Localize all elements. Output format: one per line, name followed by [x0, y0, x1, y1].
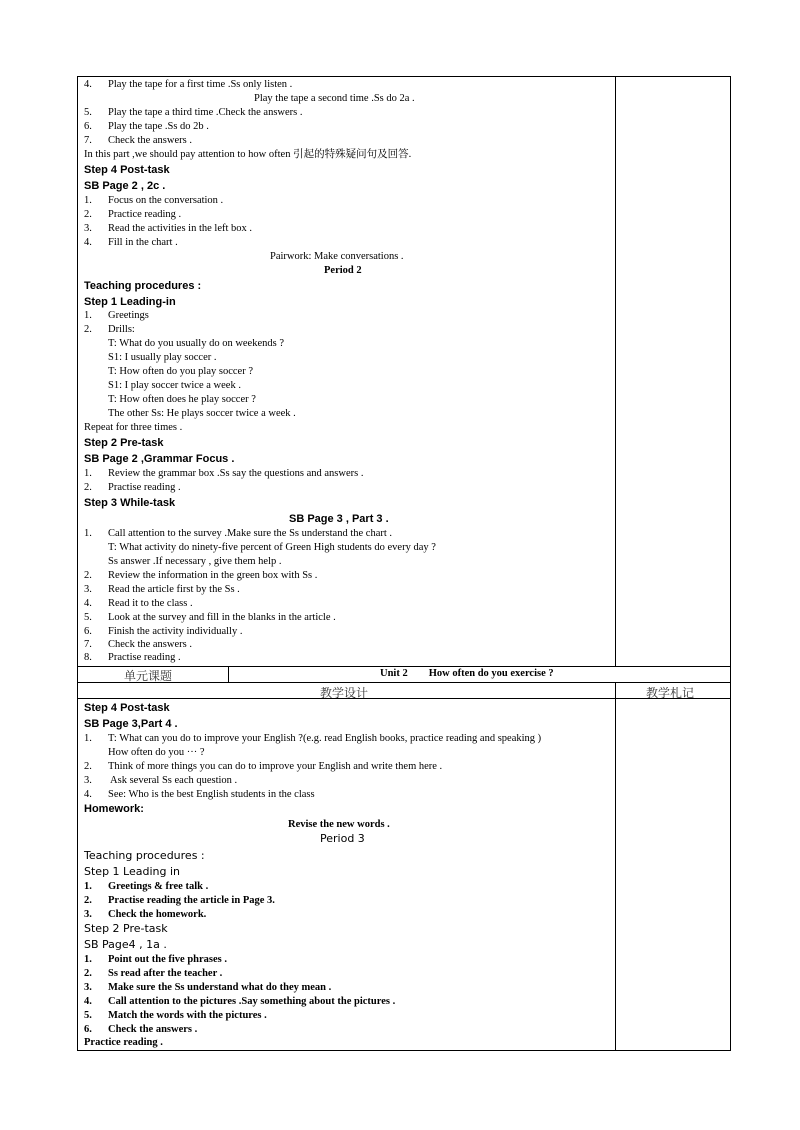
table-border-bottom: [77, 1050, 731, 1051]
step-heading: Step 2 Pre-task: [84, 922, 168, 935]
repeat-text: Repeat for three times .: [84, 422, 183, 433]
notes-column-divider-top: [615, 76, 616, 666]
unit-label: 单元课题: [124, 669, 173, 683]
homework-text: Revise the new words .: [288, 819, 390, 830]
section-heading: SB Page4 , 1a .: [84, 938, 167, 951]
drill-line: S1: I usually play soccer .: [108, 352, 217, 363]
drill-line: T: How often does he play soccer ?: [108, 394, 256, 405]
row-divider-2: [77, 682, 731, 683]
homework-heading: Homework:: [84, 803, 144, 815]
table-border-right: [730, 76, 731, 1051]
table-border-top: [77, 76, 731, 77]
step-heading: Step 4 Post-task: [84, 164, 170, 176]
step-heading: Step 3 While-task: [84, 497, 176, 509]
design-column-header: 教学设计: [320, 686, 369, 700]
unit-title: Unit 2 How often do you exercise ?: [380, 668, 554, 679]
step-heading: Step 1 Leading-in: [84, 296, 176, 308]
period-heading: Period 2: [324, 265, 362, 276]
notes-column-header: 教学札记: [646, 686, 695, 700]
section-heading: SB Page 3,Part 4 .: [84, 718, 178, 730]
teaching-procedures-heading: Teaching procedures :: [84, 280, 202, 292]
step-heading: Step 1 Leading in: [84, 865, 180, 878]
practice-text: Practice reading .: [84, 1037, 163, 1048]
period-heading: Period 3: [320, 832, 365, 845]
note-text: In this part ,we should pay attention to how often 引起的特殊疑问句及回答.: [84, 149, 412, 160]
list-item: Play the tape a second time .Ss do 2a .: [254, 93, 415, 104]
unit-label-divider: [228, 666, 229, 682]
row-divider-3: [77, 698, 731, 699]
table-border-left: [77, 76, 78, 1051]
pairwork-text: Pairwork: Make conversations .: [270, 251, 404, 262]
section-heading: SB Page 2 ,Grammar Focus .: [84, 453, 235, 465]
teaching-procedures-heading: Teaching procedures :: [84, 849, 205, 862]
step-heading: Step 2 Pre-task: [84, 437, 164, 449]
drill-line: T: How often do you play soccer ?: [108, 366, 253, 377]
drill-line: T: What do you usually do on weekends ?: [108, 338, 284, 349]
section-heading: SB Page 2 , 2c .: [84, 180, 166, 192]
drill-line: S1: I play soccer twice a week .: [108, 380, 241, 391]
notes-column-divider-bottom: [615, 682, 616, 1051]
step-heading: Step 4 Post-task: [84, 702, 170, 714]
drill-line: The other Ss: He plays soccer twice a week .: [108, 408, 296, 419]
section-heading: SB Page 3 , Part 3 .: [289, 513, 389, 525]
